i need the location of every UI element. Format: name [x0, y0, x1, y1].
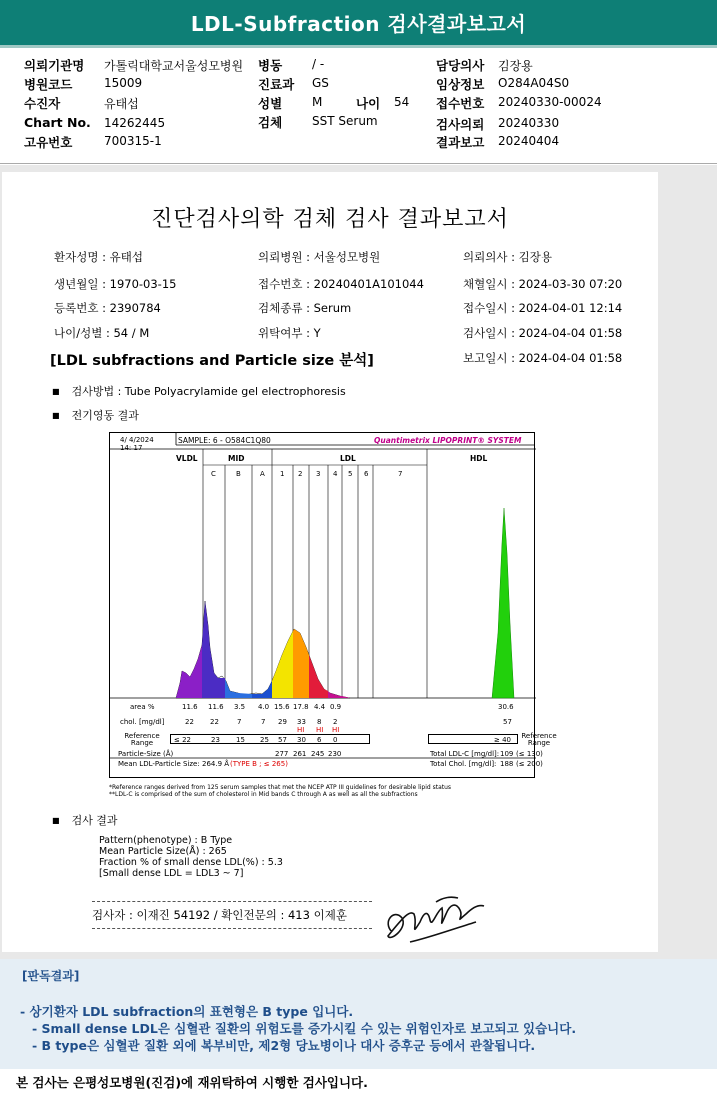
lipoprint-chart: [109, 432, 557, 778]
chart-brand: Quantimetrix LIPOPRINT® SYSTEM: [374, 436, 522, 445]
result-line: Pattern(phenotype) : B Type: [99, 835, 233, 846]
report-field: 검사일시 : 2024-04-04 01:58: [463, 326, 623, 340]
mid-sub: C: [211, 470, 216, 478]
area-val: 3.5: [234, 703, 246, 711]
report-field: 환자성명 : 유태섭: [54, 250, 143, 264]
report-field: 의뢰의사 : 김장용: [463, 250, 552, 264]
signature-line: 검사자 : 이재진 54192 / 확인전문의 : 413 이제훈: [92, 908, 347, 922]
info-value: M: [312, 95, 323, 109]
referral-note: 본 검사는 은평성모병원(진검)에 재위탁하여 시행한 검사입니다.: [16, 1075, 368, 1090]
band-ldl: LDL: [340, 454, 356, 463]
info-value: 20240330: [498, 116, 560, 130]
area-val: 0.9: [330, 703, 342, 711]
chart-time: 14: 17: [120, 444, 143, 452]
report-title: 진단검사의학 검체 검사 결과보고서: [151, 207, 509, 232]
ref-val: ≥ 40: [494, 736, 511, 744]
mean-size-value: 264.9 Å: [202, 760, 230, 768]
report-field: 검체종류 : Serum: [258, 301, 352, 315]
chol-val: 2: [333, 718, 338, 726]
ref-val: 57: [278, 736, 287, 744]
page-title: LDL-Subfraction 검사결과보고서: [190, 12, 527, 36]
interpretation-line: - Small dense LDL은 심혈관 질환의 위험도를 증가시킬 수 있는 위험인자로 보고되고 있습니다.: [32, 1021, 577, 1036]
info-value: 700315-1: [104, 134, 162, 148]
info-label: 나이: [356, 96, 381, 111]
report-field: 보고일시 : 2024-04-04 01:58: [463, 351, 623, 365]
report-field: 생년월일 : 1970-03-15: [54, 277, 177, 291]
report-field: 나이/성별 : 54 / M: [54, 326, 150, 340]
total-ldl-ref: (≤ 130): [516, 750, 543, 758]
info-value: 54: [394, 95, 410, 109]
divider: [92, 928, 372, 929]
area-val: 4.0: [258, 703, 270, 711]
info-value: 김장용: [498, 59, 533, 73]
report-field: 등록번호 : 2390784: [54, 301, 161, 315]
ref-val: 25: [260, 736, 269, 744]
info-value: 20240330-00024: [498, 95, 602, 109]
ldl-sub: 1: [280, 470, 285, 478]
analysis-subtitle: [LDL subfractions and Particle size 분석]: [50, 353, 374, 369]
size-val: 277: [275, 750, 289, 758]
chol-val: 22: [185, 718, 194, 726]
size-label: Particle-Size (Å): [118, 750, 174, 758]
ref-label: Reference Range: [124, 732, 160, 747]
area-val: 11.6: [182, 703, 198, 711]
area-val: 15.6: [274, 703, 290, 711]
chol-val: 33: [297, 718, 306, 726]
total-ldl-label: Total LDL-C [mg/dl]:: [430, 750, 500, 758]
chol-val: 8: [317, 718, 322, 726]
info-label: 고유번호: [24, 135, 73, 150]
hi-flag: HI: [332, 726, 340, 734]
result-line: Fraction % of small dense LDL(%) : 5.3: [99, 857, 283, 868]
chart-sample: SAMPLE: 6 - O584C1Q80: [178, 436, 271, 445]
chol-label: chol. [mg/dl]: [120, 718, 165, 726]
report-field: 접수번호 : 20240401A101044: [258, 277, 424, 291]
method-line: ■ 검사방법 : Tube Polyacrylamide gel electrophoresis: [52, 383, 346, 399]
ref-val: ≤ 22: [174, 736, 191, 744]
info-label: 담당의사: [436, 58, 485, 73]
mid-sub: B: [236, 470, 241, 478]
report-field: 위탁여부 : Y: [258, 326, 321, 340]
ldl-sub: 3: [316, 470, 321, 478]
result-block: [99, 835, 283, 879]
result-line: Mean Particle Size(Å) : 265: [99, 846, 227, 857]
info-value: 15009: [104, 76, 143, 90]
size-val: 230: [328, 750, 342, 758]
info-label: 임상정보: [436, 77, 485, 92]
chol-val: 57: [503, 718, 512, 726]
total-chol-label: Total Chol. [mg/dl]:: [430, 760, 497, 768]
mid-sub: A: [260, 470, 265, 478]
total-chol-value: 188: [500, 760, 514, 768]
info-label: 접수번호: [436, 96, 485, 111]
result-heading: ■ 검사 결과: [52, 812, 118, 828]
area-val: 30.6: [498, 703, 514, 711]
hi-flag: HI: [297, 726, 305, 734]
ref-val: 30: [297, 736, 306, 744]
info-label: 성별: [258, 96, 283, 111]
report-image: [2, 172, 658, 952]
info-label: 의뢰기관명: [24, 58, 85, 73]
area-label: area %: [130, 703, 155, 711]
hi-flag: HI: [316, 726, 324, 734]
interpretation-line: - B type은 심혈관 질환 외에 복부비만, 제2형 당뇨병이나 대사 증후군 등에서 관찰됩니다.: [32, 1038, 536, 1053]
info-label: 병동: [258, 58, 283, 73]
area-val: 4.4: [314, 703, 326, 711]
band-hdl: HDL: [470, 454, 488, 463]
divider: [92, 901, 372, 902]
ref-val: 0: [333, 736, 338, 744]
info-value: SST Serum: [312, 114, 378, 128]
chol-val: 7: [261, 718, 266, 726]
chol-val: 7: [237, 718, 242, 726]
chart-note-2: **LDL-C is comprised of the sum of cholesterol in Mid bands C through A as well as all the subfractions: [109, 791, 418, 798]
band-vldl: VLDL: [176, 454, 198, 463]
report-header: [0, 0, 717, 48]
interpretation-heading: [판독결과]: [22, 969, 80, 983]
area-val: 11.6: [208, 703, 224, 711]
info-label: 검사의뢰: [436, 117, 485, 132]
area-val: 17.8: [293, 703, 309, 711]
info-label: 검체: [258, 115, 283, 130]
mean-size-label: Mean LDL-Particle Size:: [118, 760, 200, 768]
info-label: 결과보고: [436, 135, 485, 150]
report-field: 접수일시 : 2024-04-01 12:14: [463, 301, 623, 315]
info-label: 병원코드: [24, 77, 73, 92]
info-value: O284A04S0: [498, 76, 570, 90]
info-value: 유태섭: [104, 97, 139, 111]
patient-info-panel: [0, 52, 717, 164]
interpretation-line: - 상기환자 LDL subfraction의 표현형은 B type 입니다.: [20, 1004, 354, 1019]
ldl-sub: 5: [348, 470, 353, 478]
mean-type: (TYPE B ; ≤ 265): [230, 760, 288, 768]
result-line: [Small dense LDL = LDL3 ~ 7]: [99, 868, 244, 879]
info-value: 14262445: [104, 116, 166, 130]
report-field: 의뢰병원 : 서울성모병원: [258, 250, 381, 264]
ldl-sub: 4: [333, 470, 338, 478]
ref-val: 6: [317, 736, 322, 744]
info-label: Chart No.: [24, 115, 91, 130]
info-label: 수진자: [24, 96, 61, 111]
info-value: 20240404: [498, 134, 560, 148]
chol-val: 22: [210, 718, 219, 726]
handwritten-signature: [380, 892, 490, 952]
ref-val: 15: [236, 736, 245, 744]
chart-note-1: *Reference ranges derived from 125 serum samples that met the NCEP ATP III guidelines for desirable lipid status: [109, 784, 452, 791]
info-value: GS: [312, 76, 329, 90]
ref-val: 23: [211, 736, 220, 744]
info-label: 진료과: [258, 77, 295, 92]
total-chol-ref: (≤ 200): [516, 760, 543, 768]
ldl-sub: 6: [364, 470, 369, 478]
electrophoresis-heading: ■ 전기영동 결과: [52, 407, 139, 423]
total-ldl-value: 109: [500, 750, 514, 758]
chart-date: 4/ 4/2024: [120, 436, 154, 444]
info-value: 가톨릭대학교서울성모병원: [104, 59, 244, 73]
ref-label-right: Reference Range: [521, 732, 557, 747]
report-field: 채혈일시 : 2024-03-30 07:20: [463, 277, 623, 291]
chol-val: 29: [278, 718, 287, 726]
size-val: 261: [293, 750, 307, 758]
interpretation-panel: [0, 959, 717, 1069]
size-val: 245: [311, 750, 325, 758]
ldl-sub: 2: [298, 470, 303, 478]
ldl-sub: 7: [398, 470, 403, 478]
band-mid: MID: [228, 454, 245, 463]
info-value: / -: [312, 57, 325, 71]
